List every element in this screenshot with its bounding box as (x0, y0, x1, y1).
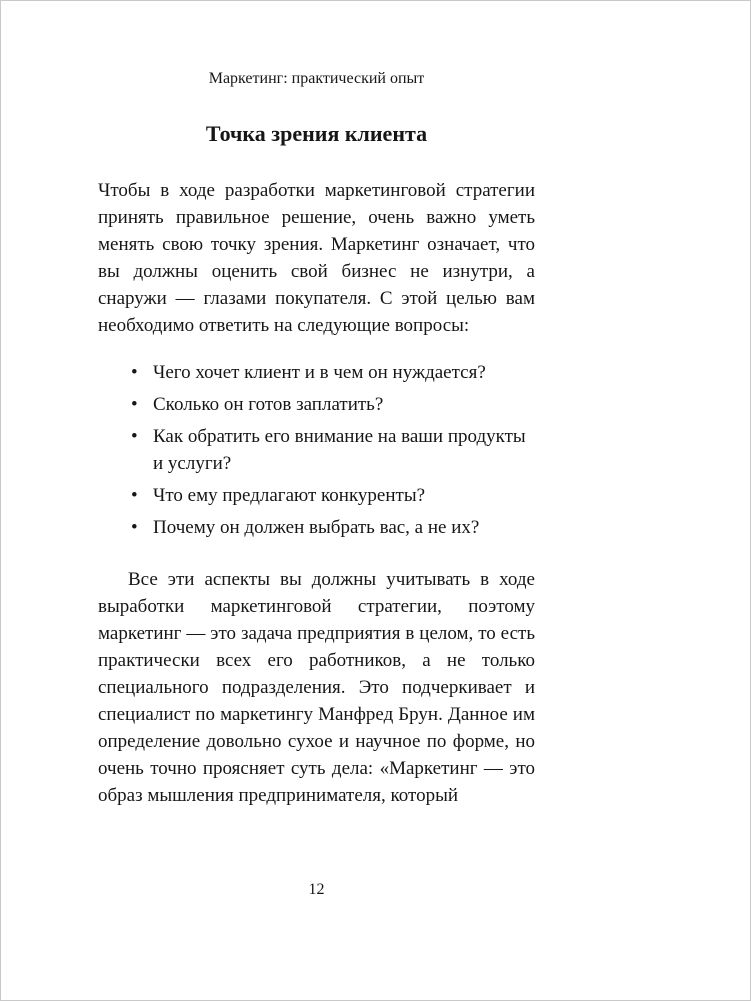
bullet-text: Как обратить его внимание на ваши продукты и услуги? (153, 426, 526, 474)
bullet-text: Чего хочет клиент и в чем он нуждается? (153, 362, 486, 383)
list-item (131, 482, 535, 509)
bullet-icon: • (131, 517, 138, 538)
paragraph-intro: Чтобы в ходе разработки маркетинговой стратегии принять правильное решение, очень важно уметь менять свою точку зрения. Маркетинг означает, что вы должны оценить свой бизнес не изнутри, а снаружи — глазами покупателя. С этой целью вам необходимо ответить на следующие вопросы: (98, 180, 535, 336)
paragraph-body: Все эти аспекты вы должны учитывать в ходе выработки маркетинговой стратегии, поэтому маркетинг — это задача предприятия в целом, то есть практически всех его работников, а не только специального подразделения. Это подчеркивает и специалист по маркетингу Манфред Брун. Данное им определение довольно сухое и научное по форме, но очень точно проясняет суть дела: «Маркетинг — это образ мышления предпринимателя, который (98, 569, 535, 806)
chapter-title: Точка зрения клиента (205, 121, 428, 146)
list-item (131, 391, 535, 418)
bullet-text: Сколько он готов заплатить? (153, 394, 384, 415)
running-header: Маркетинг: практический опыт (208, 70, 425, 87)
text-block (98, 69, 535, 809)
bullet-text: Что ему предлагают конкуренты? (153, 485, 426, 506)
list-item (131, 423, 535, 477)
bullet-icon: • (131, 485, 138, 506)
bullet-icon: • (131, 362, 138, 383)
list-item (131, 359, 535, 386)
bullet-list (98, 359, 535, 541)
list-item (131, 514, 535, 541)
bullet-text: Почему он должен выбрать вас, а не их? (153, 517, 480, 538)
bullet-icon: • (131, 426, 138, 447)
bullet-icon: • (131, 394, 138, 415)
page-number: 12 (308, 881, 325, 898)
